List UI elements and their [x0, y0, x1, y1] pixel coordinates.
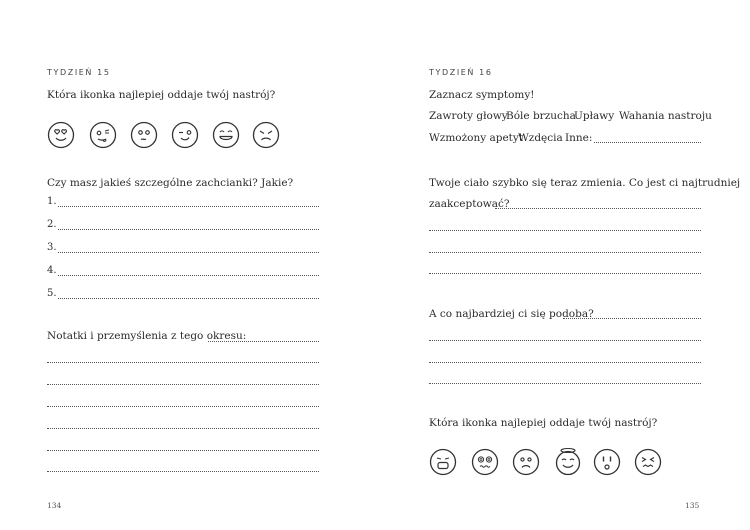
surprised-face-icon[interactable] — [593, 448, 621, 476]
notes-line-5[interactable] — [47, 450, 319, 451]
angry-face-icon[interactable] — [252, 121, 280, 149]
other-line[interactable] — [594, 142, 701, 143]
craving-line-1[interactable] — [58, 206, 319, 207]
like-line-2[interactable] — [429, 362, 701, 363]
notes-line-0[interactable] — [208, 341, 319, 342]
body-line-0[interactable] — [495, 208, 701, 209]
craving-number: 1. — [47, 196, 57, 207]
body-question-line1: Twoje ciało szybko się teraz zmienia. Co jest ci najtrudniej — [429, 177, 741, 189]
sad-face-icon[interactable] — [512, 448, 540, 476]
like-line-1[interactable] — [429, 340, 701, 341]
grin-face-icon[interactable] — [212, 121, 240, 149]
symptom-option[interactable]: Wzdęcia — [518, 132, 563, 144]
like-question: A co najbardziej ci się podoba? — [429, 308, 594, 320]
symptom-option[interactable]: Bóle brzucha — [506, 110, 576, 122]
mood-question: Która ikonka najlepiej oddaje twój nastrój? — [47, 89, 276, 101]
craving-line-5[interactable] — [58, 298, 319, 299]
body-line-2[interactable] — [429, 252, 701, 253]
wink-tongue-face-icon[interactable] — [89, 121, 117, 149]
craving-number: 4. — [47, 265, 57, 276]
craving-line-2[interactable] — [58, 229, 319, 230]
shocked-face-icon[interactable] — [429, 448, 457, 476]
right-page — [375, 0, 750, 530]
confounded-face-icon[interactable] — [634, 448, 662, 476]
cravings-question: Czy masz jakieś szczególne zachcianki? Jakie? — [47, 177, 294, 189]
notes-line-2[interactable] — [47, 384, 319, 385]
notes-line-4[interactable] — [47, 428, 319, 429]
body-line-1[interactable] — [429, 230, 701, 231]
notes-line-3[interactable] — [47, 406, 319, 407]
mood-question: Która ikonka najlepiej oddaje twój nastrój? — [429, 417, 658, 429]
week-heading: TYDZIEŃ 15 — [47, 68, 111, 77]
body-line-3[interactable] — [429, 273, 701, 274]
craving-line-3[interactable] — [58, 252, 319, 253]
page-number: 135 — [685, 501, 700, 510]
notes-label: Notatki i przemyślenia z tego okresu: — [47, 330, 247, 342]
heart-eyes-face-icon[interactable] — [47, 121, 75, 149]
body-question-line2: zaakceptować? — [429, 198, 510, 210]
smirk-face-icon[interactable] — [130, 121, 158, 149]
symptom-option[interactable]: Upławy — [574, 110, 615, 122]
craving-number: 2. — [47, 219, 57, 230]
craving-number: 5. — [47, 288, 57, 299]
other-label: Inne: — [565, 132, 593, 144]
like-line-3[interactable] — [429, 383, 701, 384]
symptom-option[interactable]: Wahania nastroju — [619, 110, 712, 122]
notes-line-1[interactable] — [47, 362, 319, 363]
angel-face-icon[interactable] — [553, 446, 583, 476]
like-line-0[interactable] — [563, 318, 701, 319]
week-heading: TYDZIEŃ 16 — [429, 68, 493, 77]
page-number: 134 — [47, 501, 62, 510]
dizzy-face-icon[interactable] — [471, 448, 499, 476]
craving-number: 3. — [47, 242, 57, 253]
symptom-option[interactable]: Zawroty głowy — [429, 110, 508, 122]
notes-line-6[interactable] — [47, 471, 319, 472]
symptoms-label: Zaznacz symptomy! — [429, 89, 535, 101]
symptom-option[interactable]: Wzmożony apetyt — [429, 132, 524, 144]
wink-face-icon[interactable] — [171, 121, 199, 149]
craving-line-4[interactable] — [58, 275, 319, 276]
